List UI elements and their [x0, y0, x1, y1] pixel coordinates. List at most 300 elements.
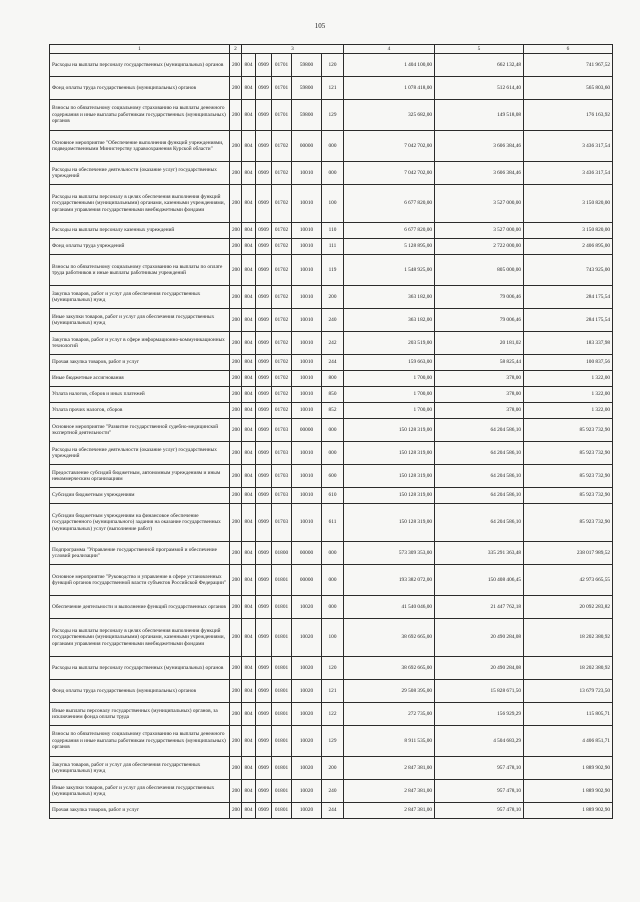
row-name-cell: Взносы по обязательному социальному страхованию на выплаты денежного содержания и иные выплаты работникам государственных (муниципальных) органов — [50, 726, 230, 757]
plan-amount-cell: 150 128 319,00 — [344, 442, 435, 465]
section-code-cell: 804 — [242, 680, 256, 703]
program-code-cell: 01702 — [272, 309, 292, 332]
table-row — [50, 596, 613, 619]
table-row — [50, 223, 613, 239]
row-name-cell: Расходы на обеспечение деятельности (оказание услуг) государственных учреждений — [50, 442, 230, 465]
expense-type-cell: 850 — [322, 387, 344, 403]
executed-amount-cell: 79 006,46 — [435, 309, 524, 332]
admin-code-cell: 200 — [230, 619, 242, 657]
plan-amount-cell: 150 128 319,00 — [344, 419, 435, 442]
table-row — [50, 309, 613, 332]
executed-amount-cell: 64 204 586,10 — [435, 465, 524, 488]
remaining-amount-cell: 176 163,92 — [524, 100, 613, 131]
remaining-amount-cell: 3 150 820,00 — [524, 185, 613, 223]
executed-amount-cell: 957 478,10 — [435, 803, 524, 819]
executed-amount-cell: 3 527 000,00 — [435, 185, 524, 223]
subsection-code-cell: 0909 — [256, 703, 272, 726]
expense-type-cell: 610 — [322, 488, 344, 504]
section-code-cell: 804 — [242, 465, 256, 488]
section-code-cell: 804 — [242, 162, 256, 185]
direction-code-cell: 10010 — [292, 162, 322, 185]
expense-type-cell: 000 — [322, 596, 344, 619]
program-code-cell: 01703 — [272, 488, 292, 504]
section-code-cell: 804 — [242, 185, 256, 223]
section-code-cell: 804 — [242, 542, 256, 565]
expense-type-cell: 611 — [322, 504, 344, 542]
executed-amount-cell: 156 929,29 — [435, 703, 524, 726]
subsection-code-cell: 0909 — [256, 100, 272, 131]
row-name-cell: Расходы на обеспечение деятельности (оказание услуг) государственных учреждений — [50, 162, 230, 185]
expense-type-cell: 121 — [322, 77, 344, 100]
plan-amount-cell: 363 182,00 — [344, 309, 435, 332]
admin-code-cell: 200 — [230, 442, 242, 465]
remaining-amount-cell: 3 436 317,54 — [524, 131, 613, 162]
direction-code-cell: 10010 — [292, 504, 322, 542]
program-code-cell: 01801 — [272, 565, 292, 596]
direction-code-cell: 00000 — [292, 542, 322, 565]
executed-amount-cell: 79 006,46 — [435, 286, 524, 309]
executed-amount-cell: 20 490 284,08 — [435, 619, 524, 657]
program-code-cell: 01702 — [272, 223, 292, 239]
executed-amount-cell: 64 204 586,10 — [435, 504, 524, 542]
program-code-cell: 01801 — [272, 657, 292, 680]
direction-code-cell: 10010 — [292, 442, 322, 465]
subsection-code-cell: 0909 — [256, 355, 272, 371]
section-code-cell: 804 — [242, 757, 256, 780]
direction-code-cell: 00000 — [292, 565, 322, 596]
executed-amount-cell: 20 181,02 — [435, 332, 524, 355]
remaining-amount-cell: 18 202 380,92 — [524, 657, 613, 680]
table-row — [50, 100, 613, 131]
program-code-cell: 01702 — [272, 355, 292, 371]
direction-code-cell: 59800 — [292, 77, 322, 100]
subsection-code-cell: 0909 — [256, 465, 272, 488]
program-code-cell: 01702 — [272, 185, 292, 223]
expense-type-cell: 129 — [322, 100, 344, 131]
table-row — [50, 286, 613, 309]
expense-type-cell: 240 — [322, 309, 344, 332]
row-name-cell: Основное мероприятие "Руководство и управление в сфере установленных функций органов государственной власти субъектов Российской Федерации" — [50, 565, 230, 596]
plan-amount-cell: 2 847 381,00 — [344, 803, 435, 819]
executed-amount-cell: 3 606 384,46 — [435, 131, 524, 162]
header-cell: 4 — [344, 45, 435, 54]
section-code-cell: 804 — [242, 332, 256, 355]
direction-code-cell: 59800 — [292, 100, 322, 131]
expense-type-cell: 000 — [322, 442, 344, 465]
expense-type-cell: 600 — [322, 465, 344, 488]
direction-code-cell: 10010 — [292, 223, 322, 239]
expense-type-cell: 852 — [322, 403, 344, 419]
table-row — [50, 803, 613, 819]
section-code-cell: 804 — [242, 77, 256, 100]
plan-amount-cell: 7 042 702,00 — [344, 131, 435, 162]
direction-code-cell: 10020 — [292, 657, 322, 680]
direction-code-cell: 10020 — [292, 803, 322, 819]
table-row — [50, 565, 613, 596]
subsection-code-cell: 0909 — [256, 780, 272, 803]
table-row — [50, 465, 613, 488]
direction-code-cell: 10010 — [292, 488, 322, 504]
table-row — [50, 387, 613, 403]
admin-code-cell: 200 — [230, 403, 242, 419]
row-name-cell: Уплата налогов, сборов и иных платежей — [50, 387, 230, 403]
table-row — [50, 419, 613, 442]
plan-amount-cell: 6 677 820,00 — [344, 185, 435, 223]
section-code-cell: 804 — [242, 100, 256, 131]
direction-code-cell: 10010 — [292, 371, 322, 387]
program-code-cell: 01703 — [272, 465, 292, 488]
program-code-cell: 01801 — [272, 703, 292, 726]
budget-table — [49, 44, 613, 819]
table-row — [50, 542, 613, 565]
subsection-code-cell: 0909 — [256, 286, 272, 309]
subsection-code-cell: 0909 — [256, 657, 272, 680]
direction-code-cell: 10020 — [292, 680, 322, 703]
remaining-amount-cell: 1 889 902,90 — [524, 757, 613, 780]
direction-code-cell: 10020 — [292, 757, 322, 780]
table-row — [50, 619, 613, 657]
program-code-cell: 01702 — [272, 255, 292, 286]
program-code-cell: 01801 — [272, 803, 292, 819]
subsection-code-cell: 0909 — [256, 488, 272, 504]
subsection-code-cell: 0909 — [256, 596, 272, 619]
header-cell: 3 — [242, 45, 344, 54]
plan-amount-cell: 5 128 895,00 — [344, 239, 435, 255]
direction-code-cell: 10010 — [292, 185, 322, 223]
direction-code-cell: 10010 — [292, 309, 322, 332]
row-name-cell: Основное мероприятие "Обеспечение выполнения функций учреждениями, подведомственными Министерству здравоохранения Курской области" — [50, 131, 230, 162]
direction-code-cell: 10020 — [292, 596, 322, 619]
expense-type-cell: 200 — [322, 757, 344, 780]
section-code-cell: 804 — [242, 703, 256, 726]
table-row — [50, 77, 613, 100]
executed-amount-cell: 64 204 586,10 — [435, 488, 524, 504]
subsection-code-cell: 0909 — [256, 309, 272, 332]
subsection-code-cell: 0909 — [256, 803, 272, 819]
table-row — [50, 780, 613, 803]
plan-amount-cell: 150 128 319,00 — [344, 465, 435, 488]
section-code-cell: 804 — [242, 619, 256, 657]
executed-amount-cell: 957 478,10 — [435, 757, 524, 780]
subsection-code-cell: 0909 — [256, 185, 272, 223]
admin-code-cell: 200 — [230, 131, 242, 162]
executed-amount-cell: 378,00 — [435, 371, 524, 387]
subsection-code-cell: 0909 — [256, 255, 272, 286]
expense-type-cell: 111 — [322, 239, 344, 255]
table-row — [50, 185, 613, 223]
remaining-amount-cell: 18 202 380,92 — [524, 619, 613, 657]
admin-code-cell: 200 — [230, 332, 242, 355]
remaining-amount-cell: 85 923 732,90 — [524, 504, 613, 542]
table-row — [50, 371, 613, 387]
executed-amount-cell: 3 606 384,46 — [435, 162, 524, 185]
executed-amount-cell: 64 204 586,10 — [435, 442, 524, 465]
section-code-cell: 804 — [242, 309, 256, 332]
section-code-cell: 804 — [242, 355, 256, 371]
remaining-amount-cell: 85 923 732,90 — [524, 442, 613, 465]
expense-type-cell: 242 — [322, 332, 344, 355]
section-code-cell: 804 — [242, 387, 256, 403]
table-row — [50, 657, 613, 680]
program-code-cell: 01702 — [272, 239, 292, 255]
row-name-cell: Фонд оплаты труда учреждений — [50, 239, 230, 255]
plan-amount-cell: 38 692 665,00 — [344, 619, 435, 657]
executed-amount-cell: 64 204 586,10 — [435, 419, 524, 442]
program-code-cell: 01801 — [272, 726, 292, 757]
row-name-cell: Расходы на выплаты персоналу в целях обеспечения выполнения функций государственными (муниципальными) органами, казенными учреждениями, органами управления государственными внебюджетными фондами — [50, 185, 230, 223]
admin-code-cell: 200 — [230, 54, 242, 77]
subsection-code-cell: 0909 — [256, 77, 272, 100]
remaining-amount-cell: 13 679 723,50 — [524, 680, 613, 703]
executed-amount-cell: 805 000,00 — [435, 255, 524, 286]
section-code-cell: 804 — [242, 419, 256, 442]
admin-code-cell: 200 — [230, 309, 242, 332]
subsection-code-cell: 0909 — [256, 542, 272, 565]
direction-code-cell: 10020 — [292, 619, 322, 657]
program-code-cell: 01801 — [272, 680, 292, 703]
page-number: 105 — [314, 22, 326, 30]
remaining-amount-cell: 100 837,56 — [524, 355, 613, 371]
section-code-cell: 804 — [242, 239, 256, 255]
subsection-code-cell: 0909 — [256, 504, 272, 542]
row-name-cell: Обеспечение деятельности и выполнение функций государственных органов — [50, 596, 230, 619]
direction-code-cell: 10010 — [292, 286, 322, 309]
remaining-amount-cell: 115 805,71 — [524, 703, 613, 726]
section-code-cell: 804 — [242, 488, 256, 504]
expense-type-cell: 244 — [322, 803, 344, 819]
direction-code-cell: 10010 — [292, 387, 322, 403]
row-name-cell: Иные выплаты персоналу государственных (муниципальных) органов, за исключением фонда оплаты труда — [50, 703, 230, 726]
row-name-cell: Прочая закупка товаров, работ и услуг — [50, 803, 230, 819]
table-header-row — [50, 45, 613, 54]
plan-amount-cell: 2 847 381,00 — [344, 757, 435, 780]
table-row — [50, 488, 613, 504]
expense-type-cell: 000 — [322, 419, 344, 442]
program-code-cell: 01701 — [272, 77, 292, 100]
admin-code-cell: 200 — [230, 100, 242, 131]
header-cell: 5 — [435, 45, 524, 54]
remaining-amount-cell: 284 175,54 — [524, 309, 613, 332]
subsection-code-cell: 0909 — [256, 442, 272, 465]
executed-amount-cell: 3 527 000,00 — [435, 223, 524, 239]
remaining-amount-cell: 743 925,00 — [524, 255, 613, 286]
admin-code-cell: 200 — [230, 223, 242, 239]
direction-code-cell: 10010 — [292, 239, 322, 255]
plan-amount-cell: 1 548 925,00 — [344, 255, 435, 286]
executed-amount-cell: 957 478,10 — [435, 780, 524, 803]
row-name-cell: Закупка товаров, работ и услуг в сфере информационно-коммуникационных технологий — [50, 332, 230, 355]
admin-code-cell: 200 — [230, 488, 242, 504]
subsection-code-cell: 0909 — [256, 403, 272, 419]
table-row — [50, 332, 613, 355]
program-code-cell: 01702 — [272, 162, 292, 185]
expense-type-cell: 100 — [322, 185, 344, 223]
program-code-cell: 01702 — [272, 403, 292, 419]
plan-amount-cell: 2 847 381,00 — [344, 780, 435, 803]
subsection-code-cell: 0909 — [256, 757, 272, 780]
header-cell: 2 — [230, 45, 242, 54]
admin-code-cell: 200 — [230, 239, 242, 255]
remaining-amount-cell: 2 406 895,00 — [524, 239, 613, 255]
executed-amount-cell: 335 291 363,48 — [435, 542, 524, 565]
direction-code-cell: 10010 — [292, 255, 322, 286]
program-code-cell: 01703 — [272, 442, 292, 465]
program-code-cell: 01702 — [272, 131, 292, 162]
subsection-code-cell: 0909 — [256, 332, 272, 355]
program-code-cell: 01801 — [272, 780, 292, 803]
program-code-cell: 01801 — [272, 619, 292, 657]
row-name-cell: Прочая закупка товаров, работ и услуг — [50, 355, 230, 371]
direction-code-cell: 00000 — [292, 419, 322, 442]
remaining-amount-cell: 1 889 902,90 — [524, 780, 613, 803]
remaining-amount-cell: 284 175,54 — [524, 286, 613, 309]
remaining-amount-cell: 42 973 665,55 — [524, 565, 613, 596]
plan-amount-cell: 1 700,00 — [344, 371, 435, 387]
direction-code-cell: 10020 — [292, 726, 322, 757]
row-name-cell: Взносы по обязательному социальному страхованию на выплаты по оплате труда работников и иные выплаты работникам учреждений — [50, 255, 230, 286]
row-name-cell: Иные бюджетные ассигнования — [50, 371, 230, 387]
row-name-cell: Взносы по обязательному социальному страхованию на выплаты денежного содержания и иные выплаты работникам государственных (муниципальных) органов — [50, 100, 230, 131]
program-code-cell: 01800 — [272, 542, 292, 565]
row-name-cell: Иные закупки товаров, работ и услуг для обеспечения государственных (муниципальных) нужд — [50, 309, 230, 332]
row-name-cell: Уплата прочих налогов, сборов — [50, 403, 230, 419]
remaining-amount-cell: 1 322,00 — [524, 371, 613, 387]
section-code-cell: 804 — [242, 442, 256, 465]
plan-amount-cell: 1 404 100,00 — [344, 54, 435, 77]
remaining-amount-cell: 1 322,00 — [524, 387, 613, 403]
expense-type-cell: 110 — [322, 223, 344, 239]
executed-amount-cell: 58 825,44 — [435, 355, 524, 371]
table-row — [50, 680, 613, 703]
section-code-cell: 804 — [242, 255, 256, 286]
direction-code-cell: 00000 — [292, 131, 322, 162]
section-code-cell: 804 — [242, 286, 256, 309]
remaining-amount-cell: 1 322,00 — [524, 403, 613, 419]
row-name-cell: Закупка товаров, работ и услуг для обеспечения государственных (муниципальных) нужд — [50, 286, 230, 309]
direction-code-cell: 10010 — [292, 403, 322, 419]
admin-code-cell: 200 — [230, 542, 242, 565]
row-name-cell: Субсидии бюджетным учреждениям — [50, 488, 230, 504]
subsection-code-cell: 0909 — [256, 162, 272, 185]
table-row — [50, 239, 613, 255]
program-code-cell: 01701 — [272, 100, 292, 131]
expense-type-cell: 129 — [322, 726, 344, 757]
admin-code-cell: 200 — [230, 757, 242, 780]
section-code-cell: 804 — [242, 596, 256, 619]
row-name-cell: Иные закупки товаров, работ и услуг для обеспечения государственных (муниципальных) нужд — [50, 780, 230, 803]
plan-amount-cell: 6 677 820,00 — [344, 223, 435, 239]
expense-type-cell: 000 — [322, 162, 344, 185]
admin-code-cell: 200 — [230, 371, 242, 387]
subsection-code-cell: 0909 — [256, 565, 272, 596]
admin-code-cell: 200 — [230, 780, 242, 803]
remaining-amount-cell: 238 017 989,52 — [524, 542, 613, 565]
remaining-amount-cell: 85 923 732,90 — [524, 419, 613, 442]
table-row — [50, 355, 613, 371]
executed-amount-cell: 378,00 — [435, 403, 524, 419]
expense-type-cell: 800 — [322, 371, 344, 387]
expense-type-cell: 122 — [322, 703, 344, 726]
plan-amount-cell: 7 042 702,00 — [344, 162, 435, 185]
admin-code-cell: 200 — [230, 419, 242, 442]
section-code-cell: 804 — [242, 223, 256, 239]
plan-amount-cell: 38 692 665,00 — [344, 657, 435, 680]
table-row — [50, 403, 613, 419]
expense-type-cell: 240 — [322, 780, 344, 803]
table-row — [50, 54, 613, 77]
subsection-code-cell: 0909 — [256, 387, 272, 403]
remaining-amount-cell: 565 803,60 — [524, 77, 613, 100]
plan-amount-cell: 150 128 319,00 — [344, 504, 435, 542]
admin-code-cell: 200 — [230, 162, 242, 185]
program-code-cell: 01703 — [272, 504, 292, 542]
admin-code-cell: 200 — [230, 726, 242, 757]
remaining-amount-cell: 1 889 902,90 — [524, 803, 613, 819]
row-name-cell: Закупка товаров, работ и услуг для обеспечения государственных (муниципальных) нужд — [50, 757, 230, 780]
direction-code-cell: 10010 — [292, 465, 322, 488]
subsection-code-cell: 0909 — [256, 131, 272, 162]
admin-code-cell: 200 — [230, 387, 242, 403]
admin-code-cell: 200 — [230, 680, 242, 703]
plan-amount-cell: 29 508 395,00 — [344, 680, 435, 703]
table-row — [50, 757, 613, 780]
remaining-amount-cell: 741 967,52 — [524, 54, 613, 77]
expense-type-cell: 120 — [322, 54, 344, 77]
admin-code-cell: 200 — [230, 355, 242, 371]
executed-amount-cell: 378,00 — [435, 387, 524, 403]
section-code-cell: 804 — [242, 657, 256, 680]
plan-amount-cell: 41 540 046,00 — [344, 596, 435, 619]
plan-amount-cell: 363 182,00 — [344, 286, 435, 309]
expense-type-cell: 119 — [322, 255, 344, 286]
admin-code-cell: 200 — [230, 565, 242, 596]
row-name-cell: Фонд оплаты труда государственных (муниципальных) органов — [50, 680, 230, 703]
section-code-cell: 804 — [242, 504, 256, 542]
plan-amount-cell: 1 700,00 — [344, 387, 435, 403]
expense-type-cell: 244 — [322, 355, 344, 371]
row-name-cell: Расходы на выплаты персоналу казенных учреждений — [50, 223, 230, 239]
program-code-cell: 01702 — [272, 387, 292, 403]
admin-code-cell: 200 — [230, 255, 242, 286]
table-row — [50, 131, 613, 162]
section-code-cell: 804 — [242, 403, 256, 419]
program-code-cell: 01702 — [272, 286, 292, 309]
program-code-cell: 01703 — [272, 419, 292, 442]
table-row — [50, 162, 613, 185]
plan-amount-cell: 1 700,00 — [344, 403, 435, 419]
expense-type-cell: 200 — [322, 286, 344, 309]
remaining-amount-cell: 3 150 820,00 — [524, 223, 613, 239]
plan-amount-cell: 1 078 418,00 — [344, 77, 435, 100]
direction-code-cell: 10020 — [292, 780, 322, 803]
subsection-code-cell: 0909 — [256, 619, 272, 657]
subsection-code-cell: 0909 — [256, 419, 272, 442]
executed-amount-cell: 21 447 762,18 — [435, 596, 524, 619]
subsection-code-cell: 0909 — [256, 223, 272, 239]
remaining-amount-cell: 4 406 851,71 — [524, 726, 613, 757]
section-code-cell: 804 — [242, 54, 256, 77]
admin-code-cell: 200 — [230, 465, 242, 488]
plan-amount-cell: 272 735,00 — [344, 703, 435, 726]
header-cell: 6 — [524, 45, 613, 54]
program-code-cell: 01801 — [272, 596, 292, 619]
program-code-cell: 01801 — [272, 757, 292, 780]
admin-code-cell: 200 — [230, 596, 242, 619]
remaining-amount-cell: 85 923 732,90 — [524, 488, 613, 504]
executed-amount-cell: 662 132,48 — [435, 54, 524, 77]
program-code-cell: 01702 — [272, 371, 292, 387]
section-code-cell: 804 — [242, 131, 256, 162]
